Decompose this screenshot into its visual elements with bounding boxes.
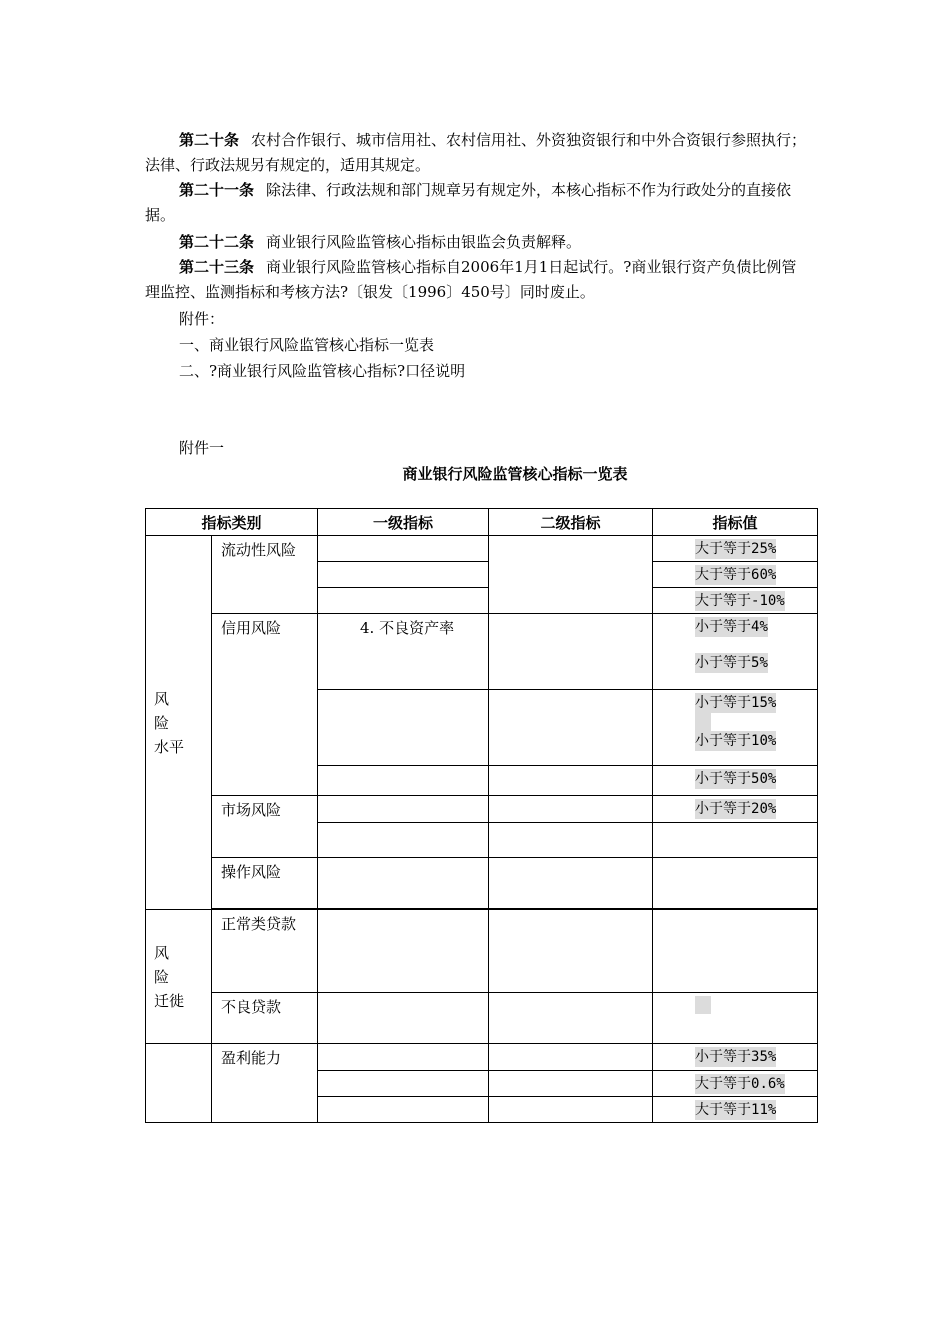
category-liquidity: 流动性风险 <box>212 536 318 614</box>
table-row <box>146 858 818 909</box>
value-cell: 小于等于20% <box>653 796 818 823</box>
annex-label: 附件一 <box>179 439 225 457</box>
group-risk-migration: 风险 迁徙 <box>146 910 212 1044</box>
value-cell <box>653 993 818 1044</box>
value-cell: 小于等于50% <box>653 766 818 796</box>
value-cell: 小于等于15% 小于等于10% <box>653 690 818 766</box>
attachments-label: 附件： <box>179 310 225 328</box>
article-number: 第二十条 <box>179 131 240 149</box>
article-21 <box>145 178 810 228</box>
value-cell: 小于等于4% 小于等于5% <box>653 614 818 690</box>
category-bad-loan: 不良贷款 <box>212 993 318 1044</box>
header-value: 指标值 <box>653 509 818 536</box>
article-text: 商业银行风险监管核心指标由银监会负责解释。 <box>266 233 582 251</box>
table-row <box>146 910 818 993</box>
header-level2: 二级指标 <box>489 509 653 536</box>
value-cell: 大于等于60% <box>653 562 818 588</box>
article-number: 第二十三条 <box>179 258 255 276</box>
header-category: 指标类别 <box>146 509 318 536</box>
article-number: 第二十二条 <box>179 233 255 251</box>
article-number: 第二十一条 <box>179 181 255 199</box>
article-20 <box>145 128 810 178</box>
category-market: 市场风险 <box>212 796 318 858</box>
article-22 <box>145 230 810 255</box>
category-normal-loan: 正常类贷款 <box>212 910 318 993</box>
table-row <box>146 536 818 562</box>
value-cell: 大于等于-10% <box>653 588 818 614</box>
table-row <box>146 1044 818 1071</box>
placeholder-box <box>695 713 711 731</box>
table-row <box>146 796 818 823</box>
category-profit: 盈利能力 <box>212 1044 318 1123</box>
value-cell: 大于等于25% <box>653 536 818 562</box>
value-cell: 大于等于0.6% <box>653 1071 818 1097</box>
level1-npa-ratio: 4. 不良资产率 <box>318 614 489 690</box>
placeholder-box <box>695 996 711 1014</box>
indicator-table <box>145 508 818 1123</box>
table-row <box>146 614 818 690</box>
table-header-row <box>146 509 818 536</box>
article-23 <box>145 255 810 305</box>
category-credit: 信用风险 <box>212 614 318 796</box>
value-cell: 大于等于11% <box>653 1097 818 1123</box>
article-text: 农村合作银行、城市信用社、农村信用社、外资独资银行和中外合资银行参照执行；法律、行政法规另有规定的，适用其规定。 <box>145 131 807 174</box>
attachment-item: 二、?商业银行风险监管核心指标?口径说明 <box>179 362 466 380</box>
value-cell: 小于等于35% <box>653 1044 818 1071</box>
table-row <box>146 993 818 1044</box>
group-risk-level: 风险 水平 <box>146 536 212 910</box>
category-operation: 操作风险 <box>212 858 318 909</box>
table-title: 商业银行风险监管核心指标一览表 <box>402 465 628 483</box>
header-level1: 一级指标 <box>318 509 489 536</box>
article-text: 商业银行风险监管核心指标自2006年1月1日起试行。?商业银行资产负债比例管理监控、监测指标和考核方法?〔银发〔1996〕450号〕同时废止。 <box>145 258 797 301</box>
article-text: 除法律、行政法规和部门规章另有规定外，本核心指标不作为行政处分的直接依据。 <box>145 181 792 224</box>
attachment-item: 一、商业银行风险监管核心指标一览表 <box>179 336 435 354</box>
